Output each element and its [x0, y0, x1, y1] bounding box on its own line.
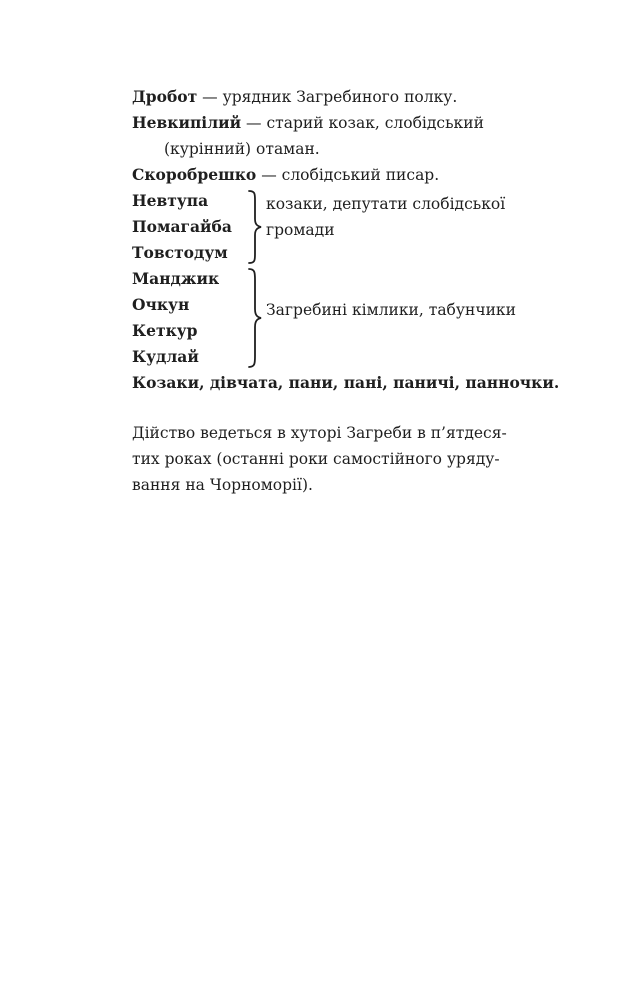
cast-group-deputies — [132, 188, 572, 266]
cast-entry-skorobreshko — [132, 162, 572, 188]
cast-group-herders — [132, 266, 572, 370]
setting-line: вання на Чорноморії). — [132, 476, 313, 494]
character-name: Товстодум — [132, 243, 228, 262]
group-description: козаки, депутати слобідської громади — [266, 195, 506, 239]
cast-entry-drobot — [132, 84, 572, 110]
character-name: Невтупа — [132, 191, 209, 210]
character-name: Очкун — [132, 295, 190, 314]
character-name: Дробот — [132, 87, 198, 106]
character-name: Кеткур — [132, 321, 198, 340]
character-name: Помагайба — [132, 217, 232, 236]
cast-crowd: Козаки, дівчата, пани, пані, паничі, панночки. — [132, 373, 560, 392]
curly-brace-icon — [246, 188, 264, 266]
page-content — [132, 84, 572, 498]
cast-entry-nevkypilyi — [132, 110, 572, 162]
character-name: Невкипілий — [132, 113, 242, 132]
setting-paragraph — [132, 420, 542, 498]
setting-line: тих роках (останні роки самостійного уряду- — [132, 450, 500, 468]
character-name: Кудлай — [132, 347, 199, 366]
character-name: Скоробрешко — [132, 165, 257, 184]
setting-line: Дійство ведеться в хуторі Загреби в п’ятдеся- — [132, 424, 507, 442]
character-description: — урядник Загребиного полку. — [197, 88, 458, 106]
group-description: Загребині кімлики, табунчики — [266, 301, 516, 319]
group-names — [132, 188, 242, 266]
character-description: — слобідський писар. — [256, 166, 440, 184]
character-description-continued: (курінний) отаман. — [164, 140, 320, 158]
character-name: Манджик — [132, 269, 220, 288]
character-description: — старий козак, слобідський — [241, 114, 484, 132]
curly-brace-icon — [246, 266, 264, 370]
group-names — [132, 266, 242, 370]
